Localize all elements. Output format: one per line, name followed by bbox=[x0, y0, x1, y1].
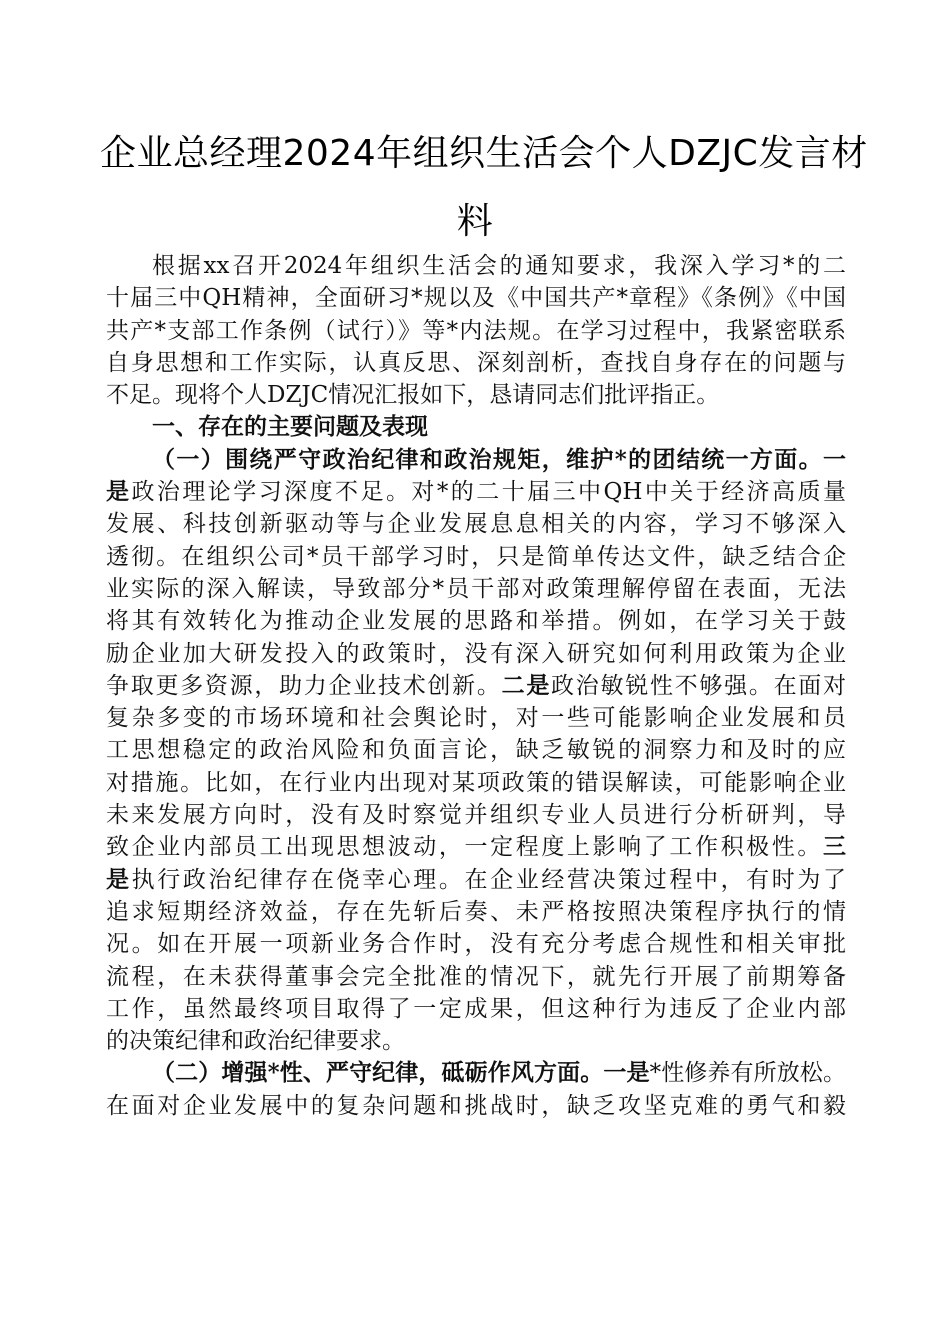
body-line: 的决策纪律和政治纪律要求。 bbox=[106, 1028, 405, 1055]
body-line: 是执行政治纪律存在侥幸心理。在企业经营决策过程中，有时为了 bbox=[106, 865, 847, 893]
body-line: 共产*支部工作条例（试行）》等*内法规。在学习过程中，我紧密联系 bbox=[106, 317, 846, 344]
body-line: 透彻。在组织公司*员干部学习时，只是简单传达文件，缺乏结合企 bbox=[106, 543, 846, 570]
body-line: 在面对企业发展中的复杂问题和挑战时，缺乏攻坚克难的勇气和毅 bbox=[106, 1092, 846, 1119]
document-title-line-2: 料 bbox=[456, 201, 494, 242]
body-line: 自身思想和工作实际，认真反思、深刻剖析，查找自身存在的问题与 bbox=[106, 349, 846, 376]
body-line: 追求短期经济效益，存在先斩后奏、未严格按照决策程序执行的情 bbox=[106, 898, 846, 925]
body-line: 工思想稳定的政治风险和负面言论，缺乏敏锐的洞察力和及时的应 bbox=[106, 737, 846, 764]
body-line: 根据xx召开2024年组织生活会的通知要求，我深入学习*的二 bbox=[152, 253, 846, 279]
body-line: 未来发展方向时，没有及时察觉并组织专业人员进行分析研判，导 bbox=[106, 802, 846, 829]
body-line: 况。如在开展一项新业务合作时，没有充分考虑合规性和相关审批 bbox=[106, 931, 846, 958]
body-line: 工作，虽然最终项目取得了一定成果，但这种行为违反了企业内部 bbox=[106, 995, 846, 1022]
body-line: 将其有效转化为推动企业发展的思路和举措。例如，在学习关于鼓 bbox=[106, 608, 846, 635]
subsection-heading: （二）增强*性、严守纪律，砥砺作风方面。一是*性修养有所放松。 bbox=[152, 1059, 847, 1087]
body-line: 十届三中QH精神，全面研习*规以及《中国共产*章程》《条例》《中国 bbox=[106, 285, 846, 312]
body-line: 不足。现将个人DZJC情况汇报如下，恳请同志们批评指正。 bbox=[106, 382, 720, 409]
body-line: 是政治理论学习深度不足。对*的二十届三中QH中关于经济高质量 bbox=[106, 478, 846, 506]
body-line: 业实际的深入解读，导致部分*员干部对政策理解停留在表面，无法 bbox=[106, 575, 846, 602]
body-line: 复杂多变的市场环境和社会舆论时，对一些可能影响企业发展和员 bbox=[106, 705, 846, 732]
subsection-heading: （一）围绕严守政治纪律和政治规矩，维护*的团结统一方面。一 bbox=[152, 445, 846, 473]
body-line: 流程，在未获得董事会完全批准的情况下，就先行开展了前期筹备 bbox=[106, 963, 846, 990]
body-line: 励企业加大研发投入的政策时，没有深入研究如何利用政策为企业 bbox=[106, 640, 846, 667]
document-title-line-1: 企业总经理2024年组织生活会个人DZJC发言材 bbox=[100, 133, 868, 174]
document-body bbox=[106, 250, 846, 1122]
section-heading: 一、存在的主要问题及表现 bbox=[152, 413, 428, 441]
body-line: 对措施。比如，在行业内出现对某项政策的错误解读，可能影响企业 bbox=[106, 769, 846, 796]
body-line: 争取更多资源，助力企业技术创新。二是政治敏锐性不够强。在面对 bbox=[106, 671, 847, 699]
body-line: 致企业内部员工出现思想波动，一定程度上影响了工作积极性。三 bbox=[106, 833, 846, 861]
body-line: 发展、科技创新驱动等与企业发展息息相关的内容，学习不够深入 bbox=[106, 511, 846, 538]
